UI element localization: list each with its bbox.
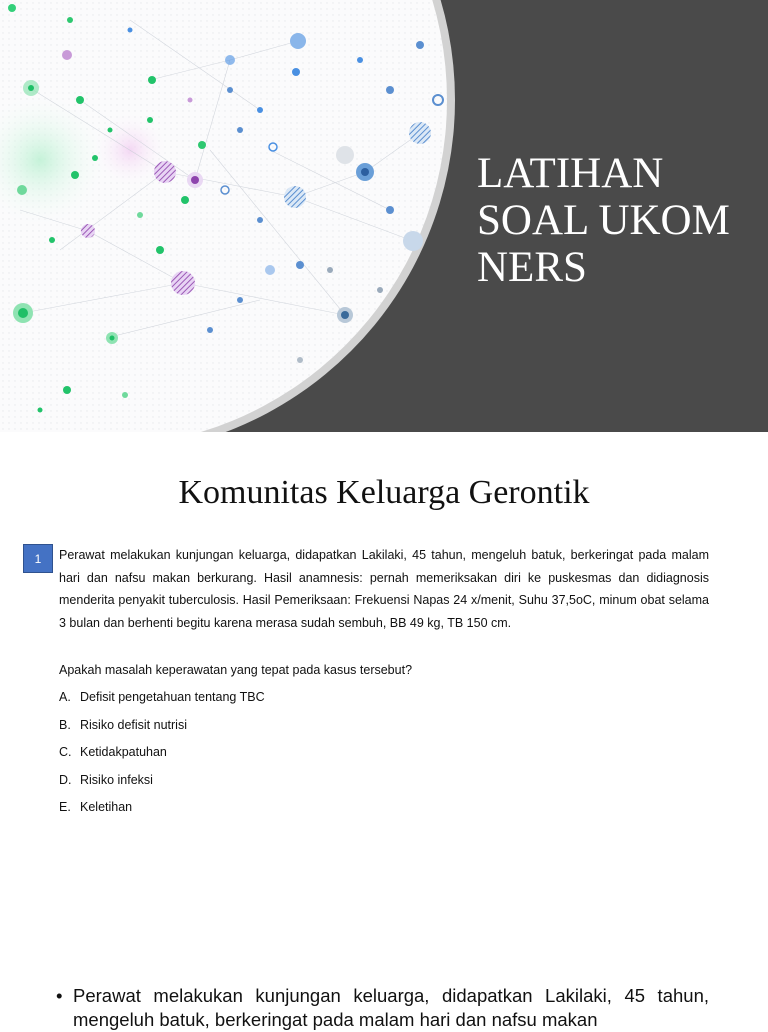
question-number-badge: 1 bbox=[23, 544, 53, 573]
option-letter: E. bbox=[59, 800, 71, 814]
answer-option[interactable] bbox=[59, 741, 265, 769]
section-heading: Komunitas Keluarga Gerontik bbox=[178, 474, 590, 511]
option-text: Keletihan bbox=[80, 800, 133, 814]
title-line-1: LATIHAN bbox=[477, 150, 664, 197]
option-text: Risiko infeksi bbox=[80, 772, 153, 787]
bullet-text: Perawat melakukan kunjungan keluarga, didapatkan Lakilaki, 45 tahun, mengeluh batuk, berkeringat pada malam hari dan nafsu makan bbox=[73, 985, 709, 1030]
answer-option[interactable] bbox=[59, 686, 265, 714]
bullet-icon: • bbox=[56, 985, 63, 1006]
option-letter: D. bbox=[59, 772, 72, 787]
question-text: Perawat melakukan kunjungan keluarga, didapatkan Lakilaki, 45 tahun, mengeluh batuk, berkeringat pada malam hari dan nafsu makan berkurang. Hasil anamnesis: pernah memeriksakan diri ke puskesmas dan didiagnosis menderita penyakit tuberculosis. Hasil Pemeriksaan: Frekuensi Napas 24 x/menit, Suhu 37,5oC, minum obat selama 3 bulan dan berhenti begitu karena merasa sudah sembuh, BB 49 kg, TB 150 cm. bbox=[59, 548, 709, 630]
option-text: Risiko defisit nutrisi bbox=[80, 717, 187, 732]
option-text: Ketidakpatuhan bbox=[80, 745, 167, 759]
answer-option[interactable] bbox=[59, 796, 265, 824]
title-line-3: NERS bbox=[477, 244, 587, 291]
answer-option[interactable] bbox=[59, 769, 265, 797]
question-slide bbox=[0, 432, 768, 1030]
option-letter: C. bbox=[59, 745, 72, 759]
option-letter: B. bbox=[59, 717, 71, 732]
option-letter: A. bbox=[59, 690, 71, 704]
title-line-2: SOAL UKOM bbox=[477, 197, 730, 244]
title-slide bbox=[0, 0, 768, 432]
next-slide-bullet bbox=[56, 984, 709, 1032]
question-prompt: Apakah masalah keperawatan yang tepat pada kasus tersebut? bbox=[59, 663, 413, 677]
slide-title bbox=[477, 150, 757, 291]
option-text: Defisit pengetahuan tentang TBC bbox=[80, 690, 265, 704]
answer-option[interactable] bbox=[59, 714, 265, 742]
answer-options bbox=[59, 686, 265, 824]
